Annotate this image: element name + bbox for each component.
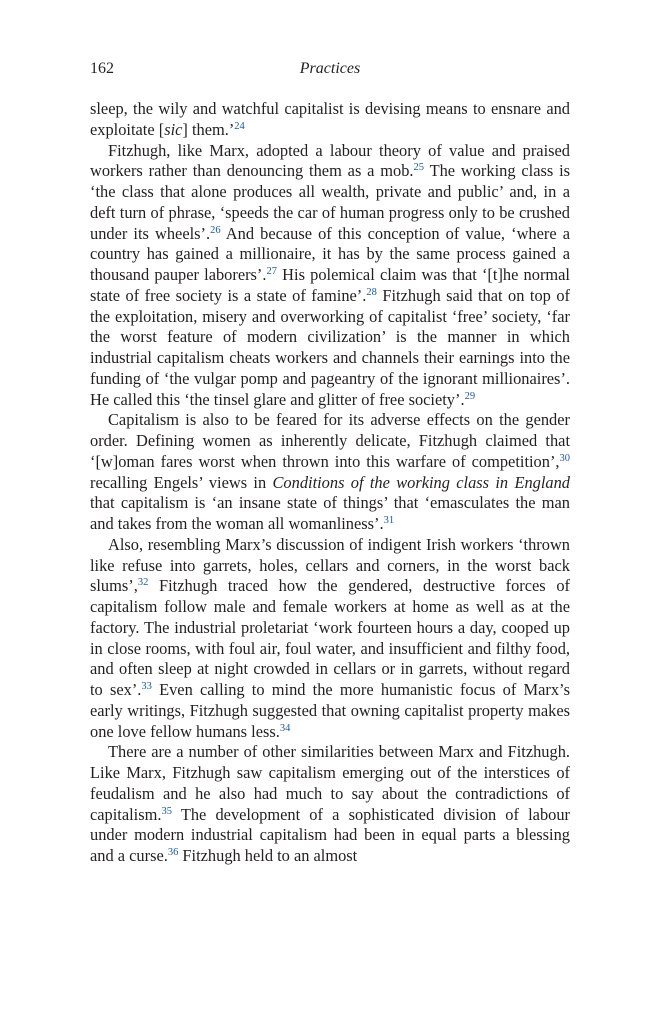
paragraph bbox=[90, 742, 570, 867]
footnote-reference[interactable]: 30 bbox=[559, 452, 570, 464]
italic-text: sic bbox=[164, 119, 183, 139]
paragraph bbox=[90, 410, 570, 535]
text-run: Capitalism is also to be feared for its adverse effects on the gender order. Defining women as inherently delicate, Fitzhugh claimed that ‘[w]oman fares worst when thrown into this warfare of competition’, bbox=[90, 410, 570, 471]
book-page bbox=[90, 60, 570, 867]
footnote-reference[interactable]: 27 bbox=[266, 266, 277, 277]
footnote-reference[interactable]: 34 bbox=[279, 722, 291, 734]
footnote-reference[interactable]: 32 bbox=[137, 577, 149, 589]
running-head bbox=[90, 60, 570, 86]
footnote-reference[interactable]: 35 bbox=[161, 805, 172, 817]
text-run: The development of a sophisticated division of labour under modern industrial capitalism had been in equal parts a blessing and a curse. bbox=[90, 804, 570, 865]
footnote-reference[interactable]: 26 bbox=[210, 224, 221, 236]
italic-text: Conditions of the working class in England bbox=[272, 472, 570, 492]
text-run: Also, resembling Marx’s discussion of indigent Irish workers ‘thrown like refuse into garrets, holes, cellars and corners, in the worst back slums’, bbox=[90, 534, 570, 596]
text-run: sleep, the wily and watchful capitalist is devising means to ensnare and exploitate [ bbox=[90, 99, 570, 139]
paragraph bbox=[90, 141, 570, 411]
footnote-reference[interactable]: 25 bbox=[413, 162, 425, 174]
text-run: Fitzhugh traced how the gendered, destructive forces of capitalism follow male and female workers at home as well as at the factory. The industrial proletariat ‘work fourteen hours a day, cooped up in close rooms, with foul air, foul water, and insufficient and filthy food, and often sleep at night crowded in cellars or in garrets, without regard to sex’. bbox=[90, 576, 570, 699]
footnote-reference[interactable]: 28 bbox=[366, 286, 377, 298]
text-run: recalling Engels’ views in bbox=[90, 472, 273, 492]
footnote-reference[interactable]: 31 bbox=[383, 515, 395, 526]
text-run: Fitzhugh said that on top of the exploitation, misery and overworking of capitalist ‘free’ society, ‘far the worst feature of modern civilization’ is the manner in which industrial capitalism cheats workers and channels their earnings into the funding of ‘the vulgar pomp and pageantry of the ignorant millionaires’. He called this ‘the tinsel glare and glitter of free society’. bbox=[90, 285, 570, 409]
paragraph bbox=[90, 535, 570, 743]
text-run: ] them.’ bbox=[182, 119, 235, 139]
text-run: There are a number of other similarities between Marx and Fitzhugh. Like Marx, Fitzhugh saw capitalism emerging out of the interstices of feudalism and he also had much to say about the contradictions of capitalism. bbox=[90, 742, 570, 824]
text-run: Fitzhugh held to an almost bbox=[178, 846, 358, 865]
footnote-reference[interactable]: 24 bbox=[234, 120, 245, 132]
text-run: that capitalism is ‘an insane state of things’ that ‘emasculates the man and takes from the woman all womanliness’. bbox=[90, 493, 570, 533]
text-run: Even calling to mind the more humanistic focus of Marx’s early writings, Fitzhugh suggested that owning capitalist property makes one love fellow humans less. bbox=[90, 680, 570, 741]
text-run: The working class is ‘the class that alone produces all wealth, private and public’ and, in a deft turn of phrase, ‘speeds the car of human progress only to be crushed under its wheels’. bbox=[90, 161, 570, 243]
footnote-reference[interactable]: 36 bbox=[167, 847, 179, 858]
page-number: 162 bbox=[90, 60, 114, 77]
paragraph bbox=[90, 99, 570, 141]
text-run: Fitzhugh, like Marx, adopted a labour theory of value and praised workers rather than denouncing them as a mob. bbox=[90, 140, 570, 181]
text-run: And because of this conception of value, ‘where a country has gained a millionaire, it has by the same process gained a thousand pauper laborers’. bbox=[90, 223, 570, 284]
body-text bbox=[90, 99, 570, 867]
running-title: Practices bbox=[299, 60, 361, 77]
text-run: His polemical claim was that ‘[t]he normal state of free society is a state of famine’. bbox=[90, 265, 570, 305]
footnote-reference[interactable]: 29 bbox=[464, 390, 476, 402]
footnote-reference[interactable]: 33 bbox=[141, 681, 152, 692]
